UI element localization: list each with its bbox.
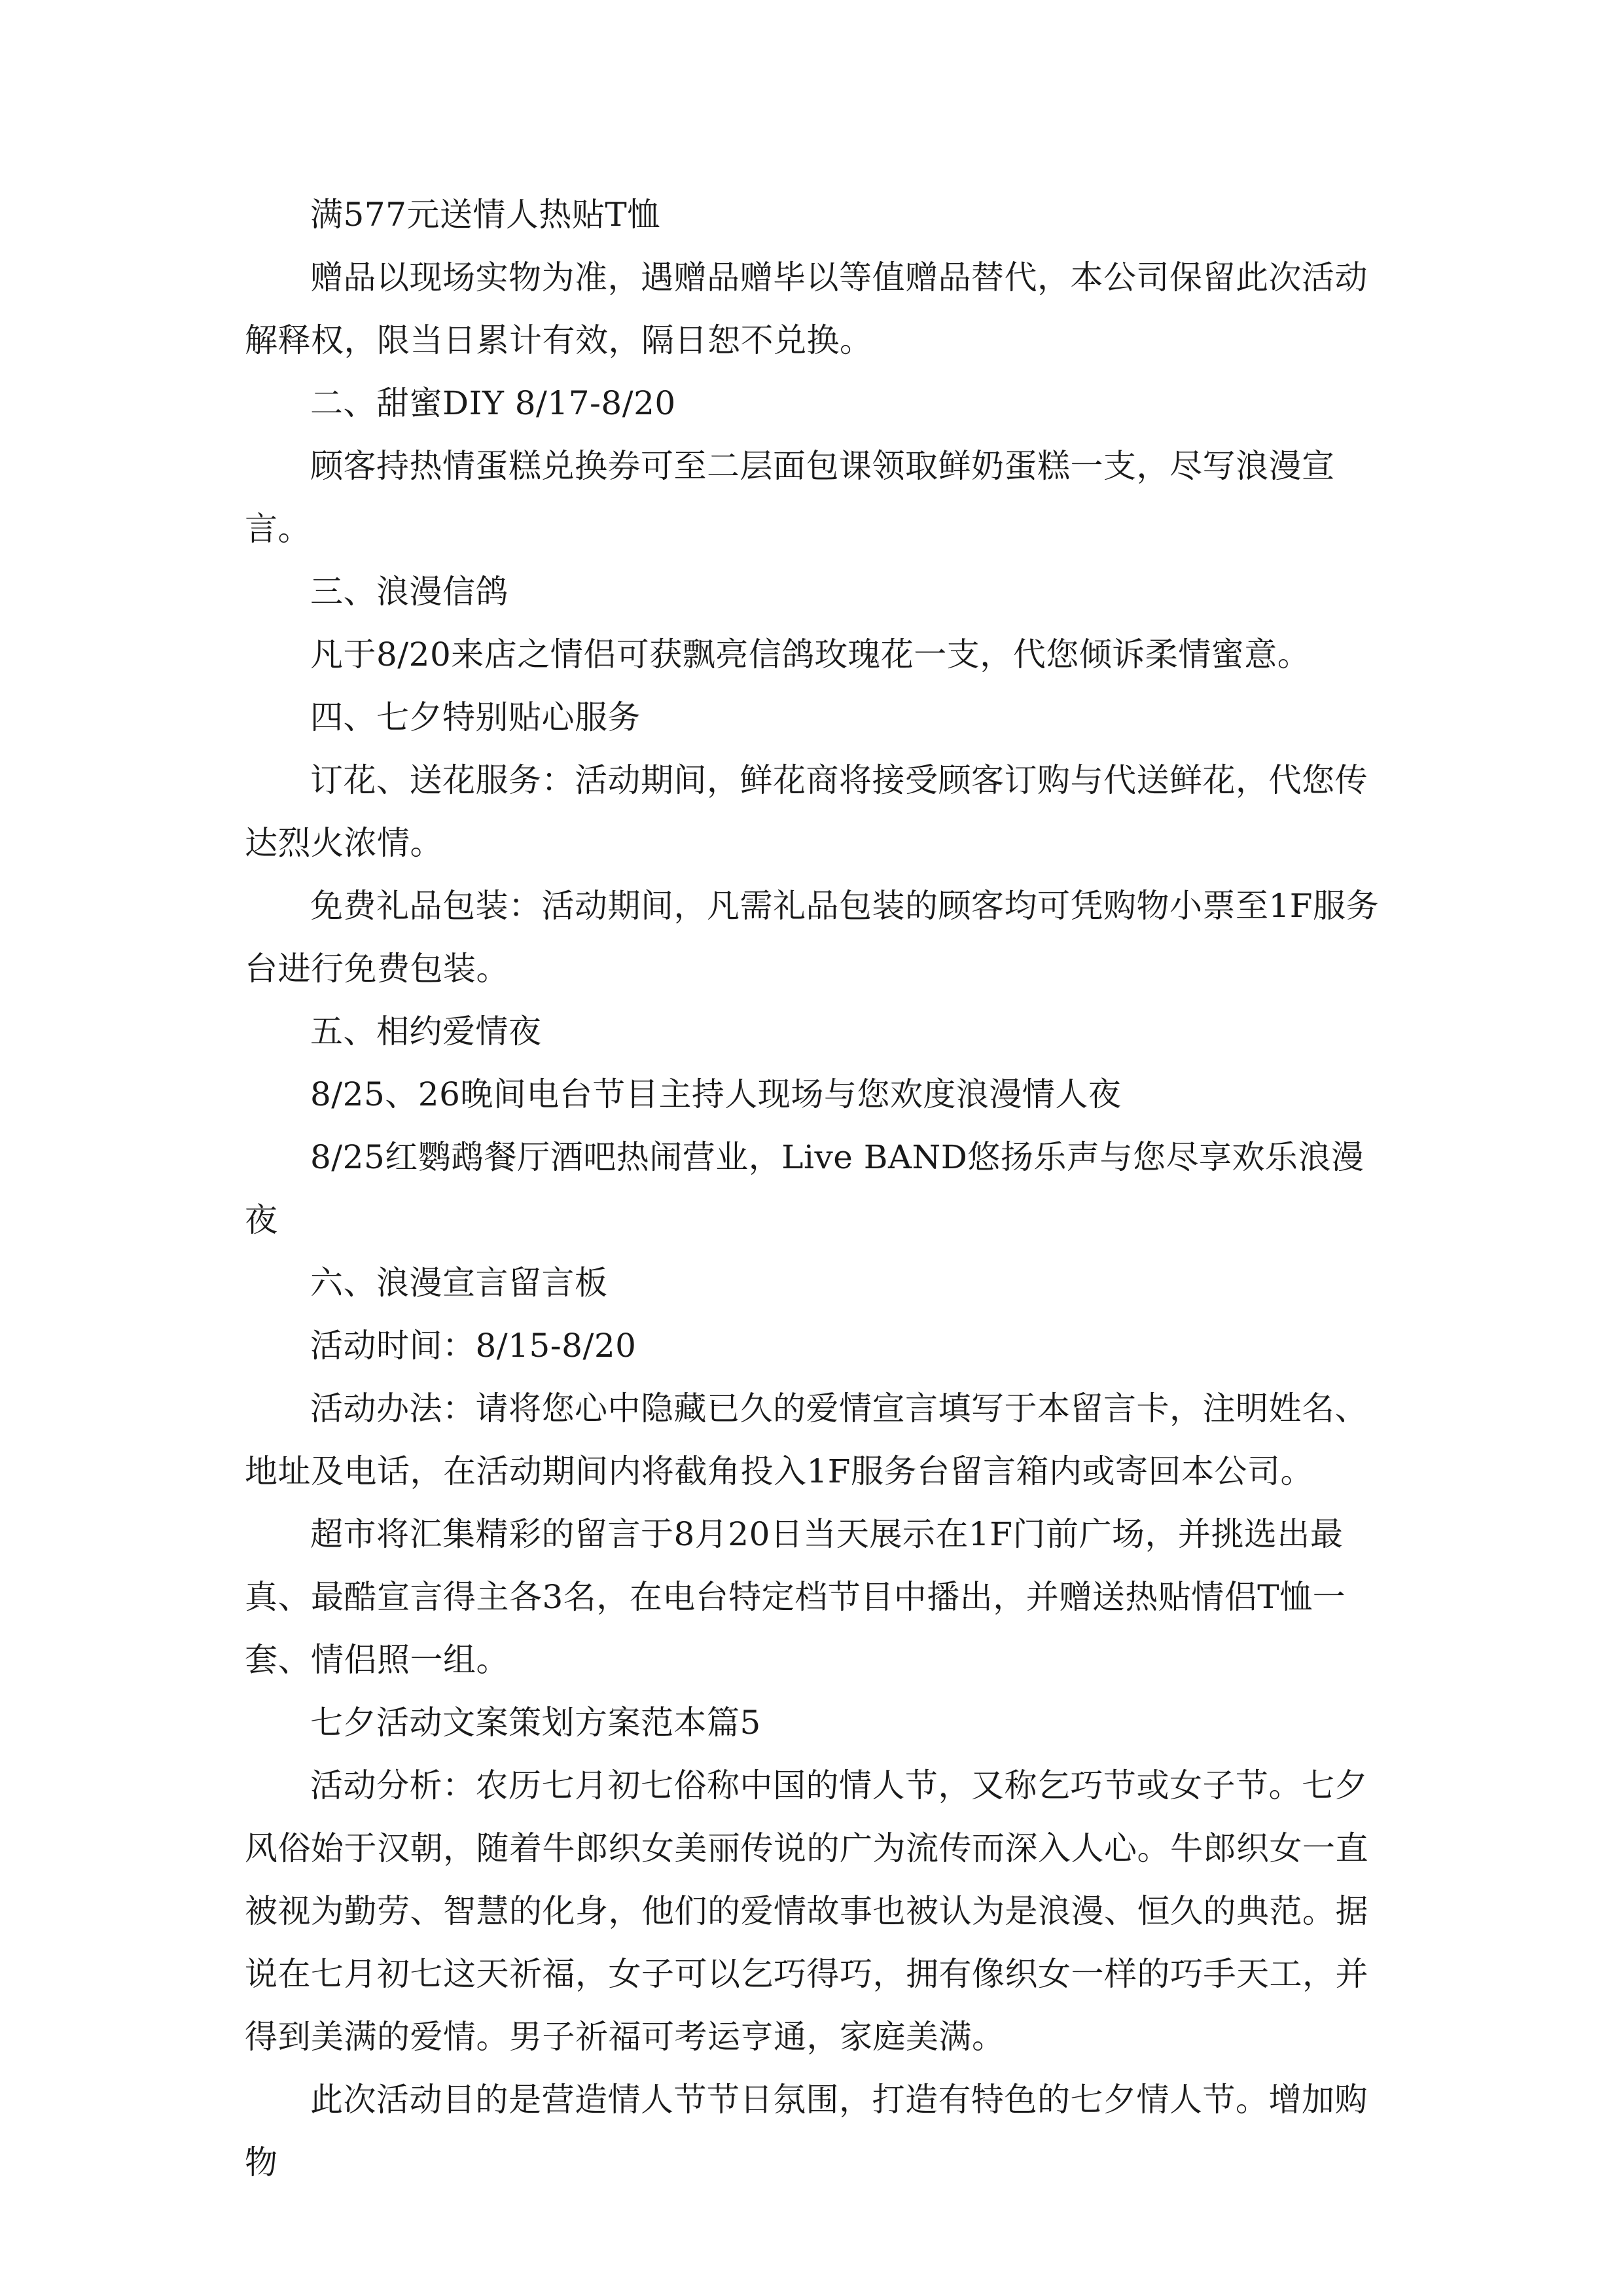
paragraph: 活动分析：农历七月初七俗称中国的情人节，又称乞巧节或女子节。七夕风俗始于汉朝，随着牛郎织女美丽传说的广为流传而深入人心。牛郎织女一直被视为勤劳、智慧的化身，他们的爱情故事也被认为是浪漫、恒久的典范。据说在七月初七这天祈福，女子可以乞巧得巧，拥有像织女一样的巧手天工，并得到美满的爱情。男子祈福可考运亨通，家庭美满。: [245, 1767, 1368, 2056]
paragraph: 赠品以现场实物为准，遇赠品赠毕以等值赠品替代，本公司保留此次活动解释权，限当日累计有效，隔日恕不兑换。: [245, 259, 1368, 359]
paragraph: 超市将汇集精彩的留言于8月20日当天展示在1F门前广场，并挑选出最真、最酷宣言得主各3名，在电台特定档节目中播出，并赠送热贴情侣T恤一套、情侣照一组。: [245, 1515, 1346, 1679]
paragraph: 8/25、26晚间电台节目主持人现场与您欢度浪漫情人夜: [310, 1075, 1122, 1113]
paragraph: 8/25红鹦鹉餐厅酒吧热闹营业，Live BAND悠扬乐声与您尽享欢乐浪漫夜: [245, 1138, 1364, 1239]
section-heading: 二、甜蜜DIY 8/17-8/20: [310, 384, 676, 422]
paragraph: 凡于8/20来店之情侣可获飘亮信鸽玫瑰花一支，代您倾诉柔情蜜意。: [310, 636, 1311, 673]
article-title: 七夕活动文案策划方案范本篇5: [310, 1704, 761, 1742]
section-heading: 六、浪漫宣言留言板: [310, 1264, 608, 1302]
paragraph: 订花、送花服务：活动期间，鲜花商将接受顾客订购与代送鲜花，代您传达烈火浓情。: [245, 761, 1368, 862]
paragraph: 免费礼品包装：活动期间，凡需礼品包装的顾客均可凭购物小票至1F服务台进行免费包装。: [245, 887, 1380, 988]
paragraph: 活动时间：8/15-8/20: [310, 1327, 637, 1365]
paragraph: 此次活动目的是营造情人节节日氛围，打造有特色的七夕情人节。增加购物: [245, 2081, 1368, 2181]
paragraph: 活动办法：请将您心中隐藏已久的爱情宣言填写于本留言卡，注明姓名、地址及电话，在活动期间内将截角投入1F服务台留言箱内或寄回本公司。: [245, 1390, 1368, 1490]
paragraph: 满577元送情人热贴T恤: [310, 196, 660, 234]
section-heading: 三、浪漫信鸽: [310, 573, 508, 611]
section-heading: 四、七夕特别贴心服务: [310, 698, 641, 736]
paragraph: 顾客持热情蛋糕兑换券可至二层面包课领取鲜奶蛋糕一支，尽写浪漫宣言。: [245, 447, 1335, 548]
section-heading: 五、相约爱情夜: [310, 1013, 542, 1050]
document-body: [245, 183, 1383, 2194]
